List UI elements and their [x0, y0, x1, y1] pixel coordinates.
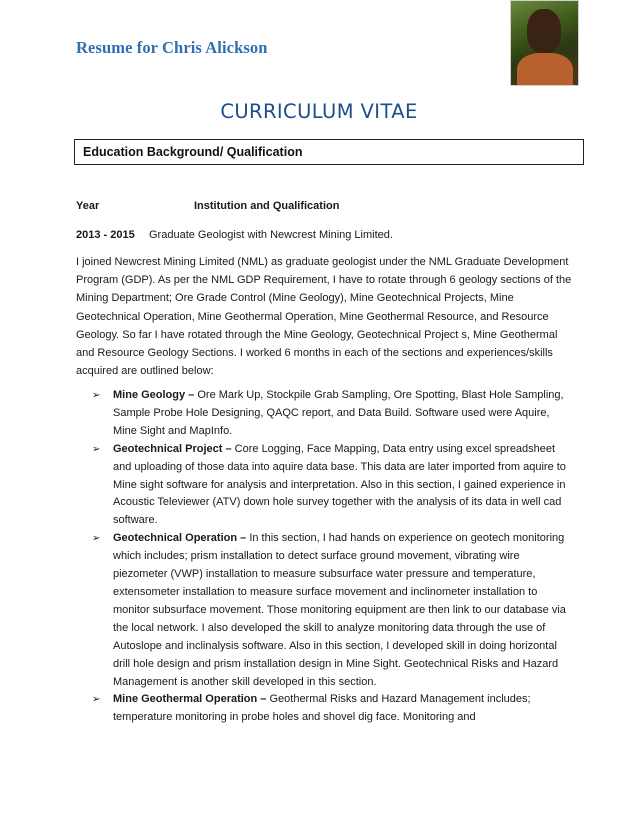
section-heading: Education Background/ Qualification — [83, 145, 303, 159]
bullet-title: Mine Geothermal Operation – — [113, 693, 267, 706]
bullet-text: Geothermal Risks and Hazard Management includes; temperature monitoring in probe holes and shovel dig face. Monitoring and — [113, 693, 531, 724]
arrow-bullet-icon: ➢ — [92, 443, 101, 455]
arrow-bullet-icon: ➢ — [92, 390, 101, 401]
column-header-institution: Institution and Qualification — [194, 200, 340, 212]
experience-paragraph: I joined Newcrest Mining Limited (NML) as graduate geologist under the NML Graduate Development Program (GDP). As per the NML GDP Requirement, I have to rotate through 6 geology sections of the Mining Department; Ore Grade Control (Mine Geology), Mine Geotechnical Projects, Mine Geotechnical Operation, Mine Geothermal Operation, Mine Geothermal Resource, and Resource Geology. So far I have rotated through the Mine Geology, Geotechnical Project s, Mine Geothermal and Resource Geology Sections. I worked 6 months in each of the sections and experiences/skills acquired are outlined below: — [76, 256, 572, 378]
bullet-title: Geotechnical Project – — [113, 442, 232, 455]
list-item — [92, 441, 572, 531]
education-entry — [76, 229, 393, 241]
bullet-title: Mine Geology – — [113, 389, 195, 401]
section-heading-box — [74, 139, 584, 165]
page-title: CURRICULUM VITAE — [220, 100, 418, 123]
bullet-title: Geotechnical Operation – — [113, 532, 247, 545]
arrow-bullet-icon: ➢ — [92, 533, 101, 545]
list-item — [92, 691, 572, 727]
entry-year: 2013 - 2015 — [76, 229, 135, 241]
bullet-text: Core Logging, Face Mapping, Data entry using excel spreadsheet and uploading of those data into aquire data base. This data are later imported from aquire to Mine sight software for analysis and interpretation. Also in this section, I gained experience in Acoustic Televiewer (ATV) down hole survey together with the analysis of its data in well cad software. — [113, 442, 566, 527]
entry-qualification: Graduate Geologist with Newcrest Mining Limited. — [149, 229, 393, 241]
bullet-text: In this section, I had hands on experience on geotech monitoring which includes; prism installation to detect surface ground movement, vibrating wire piezometer (VWP) installation to measure subsurface water pressure and temperature, extensometer installation to measure surface movement and inclinometer installation to monitor subsurface movement. Those monitoring equipment are then link to our database via the local network. I also developed the skill to analyze monitoring data through the use of Autoslope and inclinalysis software. Also in this section, I developed skill in doing horizontal drill hole design and prism installation design in Mine Sight. Geotechnical Risks and Hazard Management is another skill developed in this section. — [113, 532, 566, 688]
column-header-year: Year — [76, 200, 100, 212]
arrow-bullet-icon: ➢ — [92, 694, 101, 706]
photo-shirt — [517, 53, 573, 86]
profile-photo — [510, 0, 579, 86]
skills-bullet-list — [92, 387, 572, 727]
photo-face — [527, 9, 561, 53]
list-item — [92, 387, 572, 441]
resume-header-name: Resume for Chris Alickson — [76, 38, 268, 57]
list-item — [92, 530, 572, 691]
bullet-text: Ore Mark Up, Stockpile Grab Sampling, Ore Spotting, Blast Hole Sampling, Sample Probe Hole Designing, QAQC report, and Data Build. Software used were Aquire, Mine Sight and MapInfo. — [113, 389, 564, 437]
